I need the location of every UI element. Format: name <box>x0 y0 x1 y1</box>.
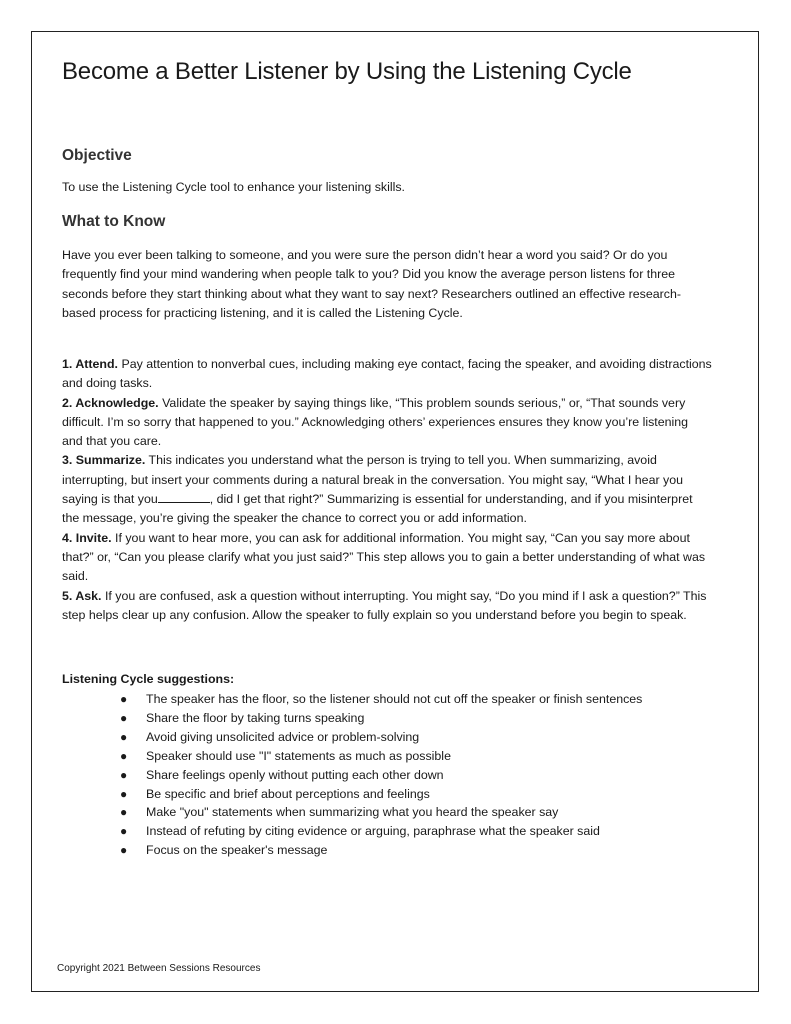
step-text-continued: , did I get that right?” Summarizing is essential for understanding, and if you misinterpret the message, you’re giving the speaker the chance to correct you or add information. <box>62 492 693 526</box>
bullet-icon: ● <box>120 748 128 763</box>
bullet-icon: ● <box>120 843 128 858</box>
list-item: ● Be specific and brief about perceptions and feelings <box>120 785 680 804</box>
bullet-icon: ● <box>120 710 128 725</box>
objective-heading: Objective <box>62 147 132 164</box>
what-to-know-heading: What to Know <box>62 213 166 230</box>
bullet-icon: ● <box>120 692 128 706</box>
step-acknowledge <box>62 394 712 452</box>
page-title: Become a Better Listener by Using the Listening Cycle <box>62 58 632 85</box>
step-invite <box>62 529 712 587</box>
objective-text: To use the Listening Cycle tool to enhance your listening skills. <box>62 180 405 194</box>
list-item: ● Focus on the speaker's message <box>120 841 680 860</box>
step-text: This indicates you understand what the person is trying to tell you. When summarizing, avoid interrupting, but insert your comments during a natural break in the conversation. You might say, “What I hear you saying is that you <box>62 453 684 507</box>
step-attend <box>62 355 712 394</box>
steps-block <box>62 355 712 625</box>
list-item: ● Avoid giving unsolicited advice or problem-solving <box>120 728 680 747</box>
bullet-icon: ● <box>120 786 128 801</box>
step-text: Validate the speaker by saying things like, “This problem sounds serious,” or, “That sounds very difficult. I’m so sorry that happened to you.” Acknowledging others’ experiences ensures they know you’re listening and that you care. <box>62 395 689 449</box>
list-item: ● Share feelings openly without putting each other down <box>120 766 680 785</box>
step-text: Pay attention to nonverbal cues, including making eye contact, facing the speaker, and avoiding distractions and doing tasks. <box>62 357 712 391</box>
step-label: 2. Acknowledge. <box>62 395 159 410</box>
step-label: 4. Invite. <box>62 530 112 545</box>
list-item: ● Instead of refuting by citing evidence or arguing, paraphrase what the speaker said <box>120 822 680 841</box>
step-label: 5. Ask. <box>62 588 102 603</box>
step-text: If you are confused, ask a question without interrupting. You might say, “Do you mind if I ask a question?” This step helps clear up any confusion. Allow the speaker to fully explain so you understand before you begin to speak. <box>62 588 707 622</box>
step-ask <box>62 587 712 626</box>
fill-in-blank <box>158 491 210 503</box>
bullet-icon: ● <box>120 824 128 839</box>
list-item: ● Speaker should use "I" statements as much as possible <box>120 747 680 766</box>
bullet-icon: ● <box>120 805 128 820</box>
suggestions-label: Listening Cycle suggestions: <box>62 672 235 686</box>
list-item: ● The speaker has the floor, so the listener should not cut off the speaker or finish sentences <box>120 690 680 709</box>
suggestions-list <box>120 690 680 860</box>
list-item: ● Make "you" statements when summarizing what you heard the speaker say <box>120 803 680 822</box>
step-label: 1. Attend. <box>62 357 118 371</box>
copyright-footer: Copyright 2021 Between Sessions Resources <box>57 963 261 974</box>
step-label: 3. Summarize. <box>62 453 146 468</box>
bullet-icon: ● <box>120 767 128 782</box>
step-text: If you want to hear more, you can ask for additional information. You might say, “Can you say more about that?” or, “Can you please clarify what you just said?” This step allows you to gain a better understanding of what was said. <box>62 530 706 584</box>
step-summarize <box>62 451 712 528</box>
list-item: ● Share the floor by taking turns speaking <box>120 709 680 728</box>
bullet-icon: ● <box>120 729 128 744</box>
intro-paragraph: Have you ever been talking to someone, and you were sure the person didn’t hear a word you said? Or do you frequently find your mind wandering when people talk to you? Did you know the average person listens for three seconds before they start thinking about what they want to say next? Researchers outlined an effective research-based process for practicing listening, and it is called the Listening Cycle. <box>62 248 681 320</box>
